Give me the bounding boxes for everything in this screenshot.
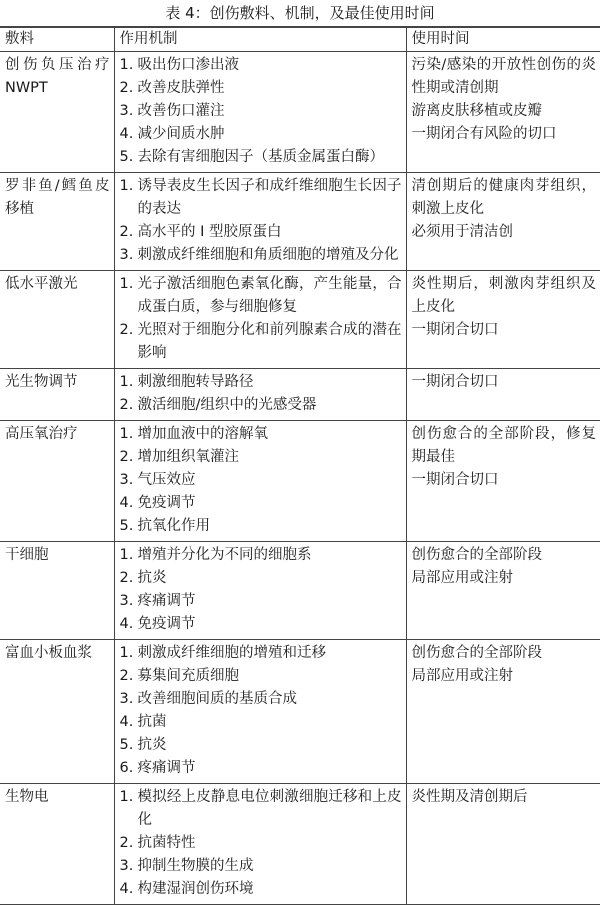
usage-line: 一期闭合切口 xyxy=(411,472,499,488)
usage-cell xyxy=(406,271,600,369)
mechanism-item xyxy=(120,423,402,446)
mechanism-item-text: 抗炎 xyxy=(137,570,167,586)
mechanism-item-text: 激活细胞/组织中的光感受器 xyxy=(137,397,317,413)
usage-line: 创伤愈合的全部阶段 xyxy=(411,645,542,661)
mechanism-item-number: 1. xyxy=(119,645,134,661)
mechanism-item-text: 增殖并分化为不同的细胞系 xyxy=(137,547,312,563)
mechanism-item-number: 2. xyxy=(119,668,134,684)
mechanism-item-text: 疼痛调节 xyxy=(137,760,196,776)
mechanism-item-number: 6. xyxy=(119,760,134,776)
mechanism-item-text: 免疫调节 xyxy=(137,616,196,632)
mechanism-item xyxy=(120,446,402,469)
mechanism-cell xyxy=(114,542,406,640)
mechanism-item xyxy=(120,221,402,244)
mechanism-item-text: 构建湿润创伤环境 xyxy=(137,881,254,897)
usage-line: 污染/感染的开放性创伤的炎性期或清创期 xyxy=(411,57,596,96)
mechanism-item-text: 高水平的 I 型胶原蛋白 xyxy=(137,224,282,240)
mechanism-item-number: 5. xyxy=(119,149,134,165)
usage-cell xyxy=(406,173,600,271)
mechanism-item-number: 2. xyxy=(119,449,134,465)
mechanism-item-number: 1. xyxy=(119,276,134,292)
mechanism-cell xyxy=(114,640,406,784)
mechanism-item-number: 3. xyxy=(119,593,134,609)
mechanism-item-number: 2. xyxy=(119,835,134,851)
mechanism-cell xyxy=(114,173,406,271)
mechanism-list xyxy=(120,786,402,901)
mechanism-item-number: 1. xyxy=(119,57,134,73)
mechanism-item-text: 去除有害细胞因子（基质金属蛋白酶） xyxy=(137,149,384,165)
mechanism-item-text: 抗炎 xyxy=(137,737,167,753)
dressing-table xyxy=(0,27,600,905)
mechanism-item-text: 增加组织氧灌注 xyxy=(137,449,239,465)
mechanism-item-text: 刺激细胞转导路径 xyxy=(137,374,254,390)
usage-line: 炎性期后，刺激肉芽组织及上皮化 xyxy=(411,276,596,315)
header-dressing: 敷料 xyxy=(0,28,114,52)
table-row xyxy=(0,369,600,421)
mechanism-item-number: 2. xyxy=(119,322,134,338)
usage-line: 必须用于清洁创 xyxy=(411,224,513,240)
mechanism-cell xyxy=(114,421,406,542)
usage-cell xyxy=(406,542,600,640)
header-usage-time: 使用时间 xyxy=(406,28,600,52)
mechanism-item xyxy=(120,642,402,665)
mechanism-item-number: 1. xyxy=(119,178,134,194)
mechanism-item-text: 刺激成纤维细胞和角质细胞的增殖及分化 xyxy=(137,247,399,263)
mechanism-item-number: 3. xyxy=(119,858,134,874)
header-mechanism: 作用机制 xyxy=(114,28,406,52)
usage-line: 清创期后的健康肉芽组织，刺激上皮化 xyxy=(411,178,596,217)
mechanism-item-number: 2. xyxy=(119,224,134,240)
dressing-name: 光生物调节 xyxy=(0,369,114,421)
dressing-name: 生物电 xyxy=(0,784,114,905)
mechanism-item-text: 抗菌特性 xyxy=(137,835,196,851)
table-row xyxy=(0,640,600,784)
mechanism-item xyxy=(120,567,402,590)
usage-line: 游离皮肤移植或皮瓣 xyxy=(411,103,542,119)
dressing-name: 高压氧治疗 xyxy=(0,421,114,542)
table-row xyxy=(0,271,600,369)
usage-cell xyxy=(406,784,600,905)
table-row xyxy=(0,784,600,905)
table-caption: 表 4：创伤敷料、机制，及最佳使用时间 xyxy=(0,0,600,27)
mechanism-item-text: 改善细胞间质的基质合成 xyxy=(137,691,297,707)
mechanism-item xyxy=(120,832,402,855)
mechanism-item-text: 疼痛调节 xyxy=(137,593,196,609)
mechanism-list xyxy=(120,544,402,636)
mechanism-list xyxy=(120,423,402,538)
table-row xyxy=(0,173,600,271)
mechanism-item-number: 1. xyxy=(119,374,134,390)
mechanism-item xyxy=(120,786,402,832)
usage-cell xyxy=(406,640,600,784)
usage-line: 创伤愈合的全部阶段，修复期最佳 xyxy=(411,426,596,465)
usage-cell xyxy=(406,421,600,542)
mechanism-item-number: 2. xyxy=(119,397,134,413)
dressing-name: 罗非鱼/鳕鱼皮移植 xyxy=(0,173,114,271)
mechanism-item-text: 抑制生物膜的生成 xyxy=(137,858,254,874)
mechanism-item-number: 4. xyxy=(119,616,134,632)
mechanism-item-text: 改善伤口灌注 xyxy=(137,103,225,119)
mechanism-item-number: 3. xyxy=(119,103,134,119)
dressing-name: 低水平激光 xyxy=(0,271,114,369)
mechanism-list xyxy=(120,642,402,780)
mechanism-item xyxy=(120,100,402,123)
mechanism-cell xyxy=(114,369,406,421)
mechanism-cell xyxy=(114,784,406,905)
mechanism-item-number: 2. xyxy=(119,80,134,96)
mechanism-item-text: 减少间质水肿 xyxy=(137,126,225,142)
mechanism-item xyxy=(120,77,402,100)
mechanism-item-text: 抗菌 xyxy=(137,714,167,730)
mechanism-item xyxy=(120,711,402,734)
mechanism-cell xyxy=(114,271,406,369)
mechanism-item-number: 3. xyxy=(119,691,134,707)
mechanism-item xyxy=(120,492,402,515)
mechanism-item-number: 2. xyxy=(119,570,134,586)
mechanism-item xyxy=(120,394,402,417)
dressing-name: 干细胞 xyxy=(0,542,114,640)
mechanism-item xyxy=(120,175,402,221)
mechanism-item-text: 抗氧化作用 xyxy=(137,518,210,534)
mechanism-item xyxy=(120,371,402,394)
usage-line: 局部应用或注射 xyxy=(411,570,513,586)
mechanism-item-text: 模拟经上皮静息电位刺激细胞迁移和上皮化 xyxy=(137,789,402,828)
mechanism-item-number: 5. xyxy=(119,737,134,753)
mechanism-item xyxy=(120,244,402,267)
mechanism-item-text: 免疫调节 xyxy=(137,495,196,511)
usage-line: 一期闭合切口 xyxy=(411,322,499,338)
mechanism-item xyxy=(120,757,402,780)
mechanism-item-number: 4. xyxy=(119,126,134,142)
usage-line: 一期闭合有风险的切口 xyxy=(411,126,557,142)
usage-line: 一期闭合切口 xyxy=(411,374,499,390)
table-row xyxy=(0,542,600,640)
mechanism-cell xyxy=(114,52,406,173)
mechanism-item xyxy=(120,319,402,365)
mechanism-item-number: 5. xyxy=(119,518,134,534)
usage-line: 炎性期及清创期后 xyxy=(411,789,528,805)
mechanism-item xyxy=(120,146,402,169)
mechanism-list xyxy=(120,371,402,417)
mechanism-item-text: 气压效应 xyxy=(137,472,196,488)
mechanism-item xyxy=(120,878,402,901)
mechanism-item xyxy=(120,273,402,319)
mechanism-item-number: 1. xyxy=(119,426,134,442)
usage-line: 局部应用或注射 xyxy=(411,668,513,684)
mechanism-item-number: 4. xyxy=(119,881,134,897)
mechanism-item xyxy=(120,613,402,636)
mechanism-item-text: 刺激成纤维细胞的增殖和迁移 xyxy=(137,645,326,661)
mechanism-list xyxy=(120,273,402,365)
dressing-name: 富血小板血浆 xyxy=(0,640,114,784)
mechanism-item xyxy=(120,590,402,613)
usage-line: 创伤愈合的全部阶段 xyxy=(411,547,542,563)
mechanism-item xyxy=(120,688,402,711)
mechanism-item-text: 诱导表皮生长因子和成纤维细胞生长因子的表达 xyxy=(137,178,402,217)
mechanism-item-text: 吸出伤口渗出液 xyxy=(137,57,239,73)
table-row xyxy=(0,52,600,173)
mechanism-item xyxy=(120,469,402,492)
table-header-row xyxy=(0,28,600,52)
mechanism-item-number: 3. xyxy=(119,247,134,263)
mechanism-item-number: 4. xyxy=(119,495,134,511)
mechanism-item xyxy=(120,123,402,146)
table-row xyxy=(0,421,600,542)
dressing-name: 创伤负压治疗 NWPT xyxy=(0,52,114,173)
mechanism-item xyxy=(120,515,402,538)
mechanism-item-text: 募集间充质细胞 xyxy=(137,668,239,684)
mechanism-item-text: 增加血液中的溶解氧 xyxy=(137,426,268,442)
mechanism-item-text: 改善皮肤弹性 xyxy=(137,80,225,96)
mechanism-item-text: 光子激活细胞色素氧化酶，产生能量，合成蛋白质，参与细胞修复 xyxy=(137,276,402,315)
usage-cell xyxy=(406,52,600,173)
mechanism-item-number: 1. xyxy=(119,547,134,563)
usage-cell xyxy=(406,369,600,421)
mechanism-item-text: 光照对于细胞分化和前列腺素合成的潜在影响 xyxy=(137,322,402,361)
mechanism-item xyxy=(120,54,402,77)
mechanism-item xyxy=(120,544,402,567)
mechanism-item-number: 1. xyxy=(119,789,134,805)
mechanism-list xyxy=(120,54,402,169)
mechanism-item xyxy=(120,855,402,878)
mechanism-item-number: 3. xyxy=(119,472,134,488)
mechanism-item-number: 4. xyxy=(119,714,134,730)
mechanism-list xyxy=(120,175,402,267)
mechanism-item xyxy=(120,734,402,757)
mechanism-item xyxy=(120,665,402,688)
